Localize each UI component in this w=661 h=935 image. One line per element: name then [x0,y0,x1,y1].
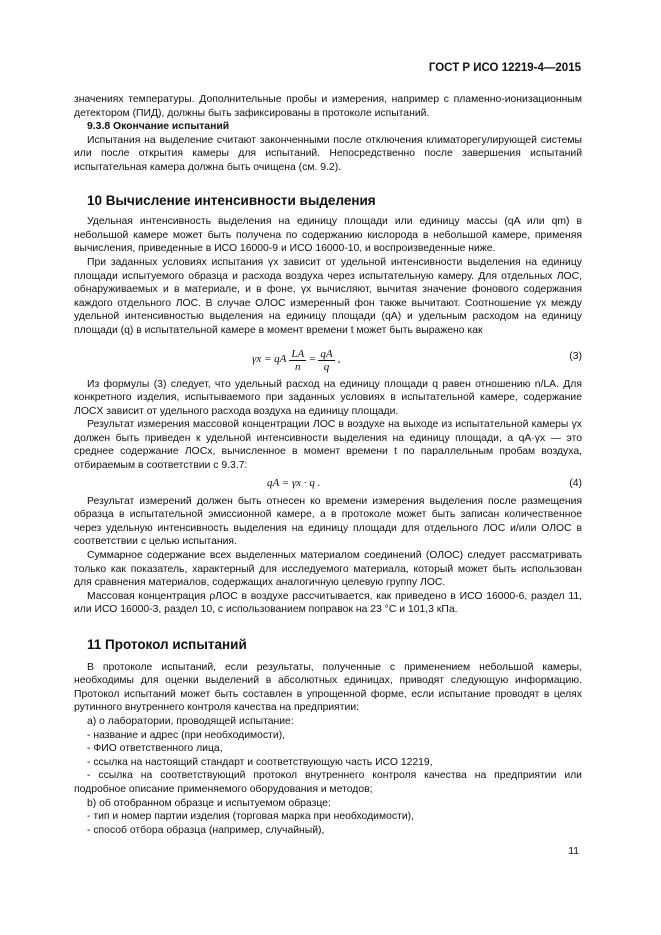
list-item: b) об отобранном образце и испытуемом образце: [87,797,331,809]
equals-sign: = [309,353,316,366]
fraction-denominator: n [295,360,301,373]
formula-expression: qA = γx · q . [267,476,321,489]
fraction-denominator: q [323,360,330,373]
formula-number: (3) [569,350,582,362]
paragraph: Суммарное содержание всех выделенных материалом соединений (ОЛОС) следует рассматривать только как показатель, характерный для исследуемого материала, который может быть использован для сравнения материалов, содержащих аналогичную целевую группу ЛОС. [74,550,582,589]
paragraph: В протоколе испытаний, если результаты, полученные с применением небольшой камеры, необходимы для оценки выделений в абсолютных единицах, приводят следующую информацию. Протокол испытаний может быть составлен в упрощенной форме, если испытание проводят в целях рутинного внутреннего контроля качества на предприятии: [74,661,582,714]
list-item: - ФИО ответственного лица, [87,743,223,755]
fraction-numerator: qA [320,347,333,360]
list-item: а) о лаборатории, проводящей испытание: [87,715,294,727]
document-body [74,93,582,837]
section-heading: 10 Вычисление интенсивности выделения [87,192,376,208]
fraction [289,348,306,373]
list-item: - ссылка на соответствующий протокол внутреннего контроля качества на предприятии или подробное описание применяемого оборудования и методов; [74,770,582,795]
list-item: - способ отбора образца (например, случайный), [87,824,325,836]
formula-tail: , [337,353,341,366]
paragraph: Результат измерения массовой концентрации ЛОС в воздухе на выходе из испытательной камеры γx должен быть приведен к удельной интенсивности выделения на единицу площади, а qA·γx — это среднее содержание ЛОСx, вычисленное в момент времени t по параллельным пробам воздуха, отбираемым в соответствии с 9.3.7: [74,419,582,472]
fraction [318,348,334,373]
paragraph: Массовая концентрация ρЛОС в воздухе рассчитывается, как приведено в ИСО 16000-6, раздел 11, или ИСО 16000-3, раздел 10, с использованием поправок на 23 °C и 101,3 кПа. [74,590,582,616]
paragraph: значениях температуры. Дополнительные пробы и измерения, например с пламенно-ионизационным детектором (ПИД), должны быть зафиксированы в протоколе испытаний. [74,94,582,119]
list-item: - ссылка на настоящий стандарт и соответствующую часть ИСО 12219, [87,756,433,768]
document-header: ГОСТ Р ИСО 12219-4—2015 [428,62,581,74]
subsection-heading: 9.3.8 Окончание испытаний [87,121,230,133]
formula-number: (4) [569,477,582,489]
page-number: 11 [568,846,579,857]
list-item: - название и адрес (при необходимости), [87,729,286,741]
formula-lhs: γx = qA [252,353,287,366]
list-item: - тип и номер партии изделия (торговая марка при необходимости), [87,811,415,823]
paragraph: Удельная интенсивность выделения на единицу площади или единицу массы (qA или qm) в небольшой камере может быть получена по содержанию кислорода в небольшой камере, применяя вычисления, приведенные в ИСО 16000-9 и ИСО 16000-10, и воспроизведенные ниже. [74,216,582,255]
paragraph: Результат измерений должен быть отнесен ко времени измерения выделения после размещения образца в испытательной эмиссионной камере, а в протоколе может быть записан количественное через удельную интенсивность выделения на единицу площади для отдельного ЛОС и/или ОЛОС в соответствии с целью испытания. [74,495,582,548]
section-heading: 11 Протокол испытаний [87,637,247,652]
formula-4 [74,473,582,495]
paragraph: Испытания на выделение считают законченными после отключения климатoрегулирующей системы или после открытия камеры для испытаний. Непосредственно после завершения испытаний испытательная камера должна быть очищена (см. 9.2). [74,134,582,173]
paragraph: Из формулы (3) следует, что удельный расход на единицу площади q равен отношению n/LA. Для конкретного изделия, испытываемого при заданных условиях в испытательной камере, содержание ЛОСX зависит от удельного расхода воздуха на единицу площади. [74,378,582,417]
fraction-numerator: LA [291,347,305,360]
formula-3 [74,338,582,378]
paragraph: При заданных условиях испытания γx зависит от удельной интенсивности выделения на единицу площади испытуемого образца и расхода воздуха через испытательную камеру. Для отдельных ЛОС, обнаруживаемых и в материале, и в фоне, γx вычисляют, вычитая значение фонового содержания каждого отдельного ЛОС. В случае ОЛОС измеренный фон также вычитают. Соотношение γx между удельной интенсивностью выделения на единицу площади (qA) и удельным расходом на единицу площади (q) в испытательной камере в момент времени t может быть выражено как [74,256,582,336]
